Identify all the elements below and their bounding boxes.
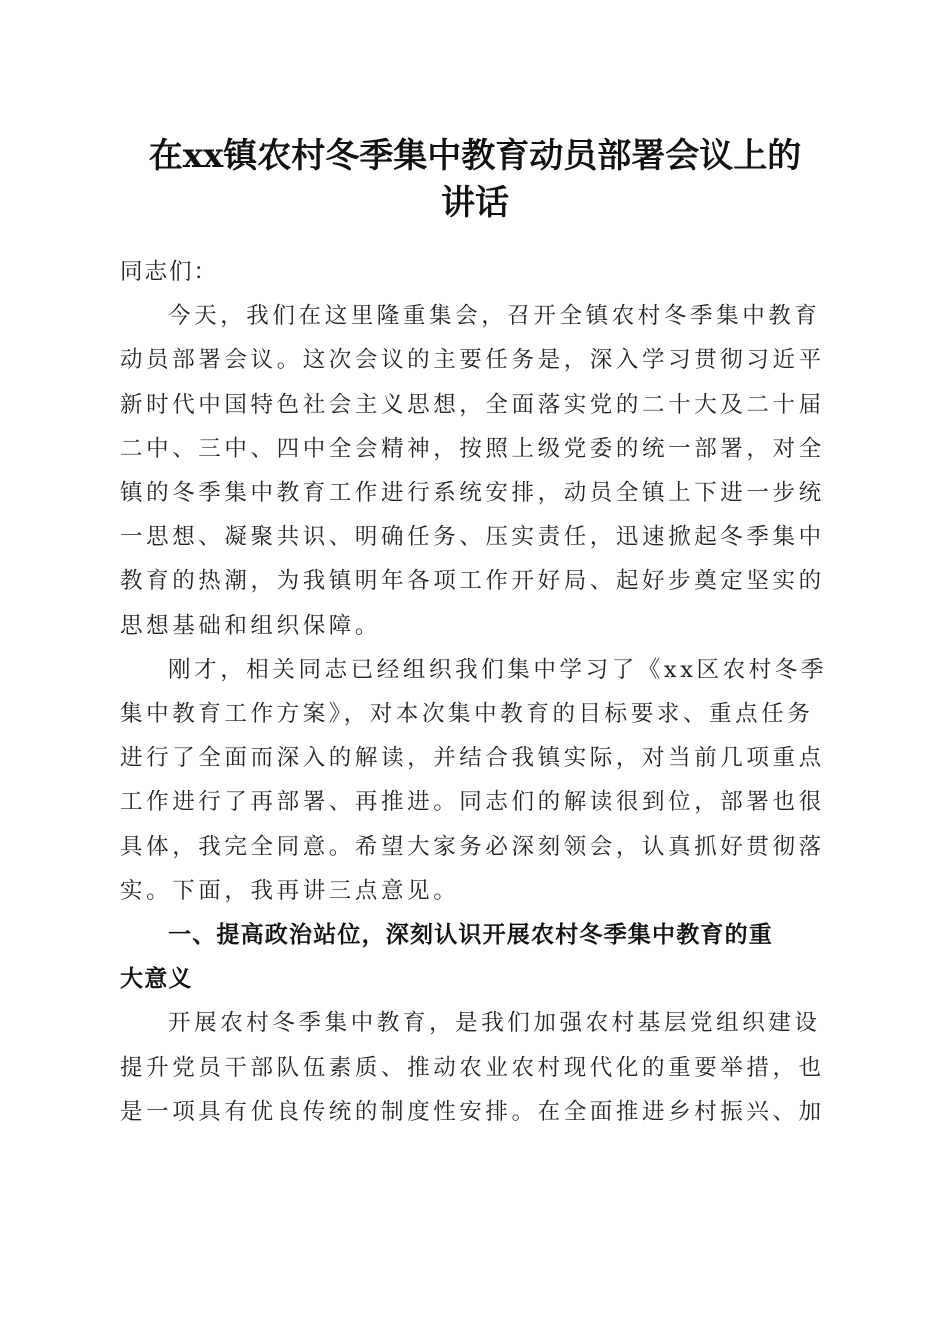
- section-heading-1: [120, 913, 830, 1001]
- document-body: [120, 250, 830, 1134]
- title-line-2: 讲话: [441, 183, 509, 223]
- paragraph-line: 动员部署会议。这次会议的主要任务是，深入学习贯彻习近平: [120, 347, 825, 374]
- paragraph-line: 进行了全面而深入的解读，并结合我镇实际，对当前几项重点: [120, 745, 825, 772]
- paragraph-line: 具体，我完全同意。希望大家务必深刻领会，认真抓好贯彻落: [120, 833, 825, 860]
- paragraph-line: 是一项具有优良传统的制度性安排。在全面推进乡村振兴、加: [120, 1098, 825, 1125]
- title-line-1: 在xx镇农村冬季集中教育动员部署会议上的: [148, 136, 802, 176]
- paragraph-line: 镇的冬季集中教育工作进行系统安排，动员全镇上下进一步统: [120, 480, 825, 507]
- section-heading-line: 大意义: [120, 966, 193, 993]
- paragraph-line: 教育的热潮，为我镇明年各项工作开好局、起好步奠定坚实的: [120, 568, 825, 595]
- paragraph-line: 一思想、凝聚共识、明确任务、压实责任，迅速掀起冬季集中: [120, 524, 825, 551]
- paragraph-line: 刚才，相关同志已经组织我们集中学习了《xx区农村冬季: [168, 656, 827, 683]
- paragraph-line: 新时代中国特色社会主义思想，全面落实党的二十大及二十届: [120, 391, 825, 418]
- paragraph-1: [120, 294, 830, 648]
- document-title: [110, 133, 840, 227]
- paragraph-3: [120, 1001, 830, 1134]
- paragraph-line: 集中教育工作方案》，对本次集中教育的目标要求、重点任务: [120, 701, 814, 728]
- paragraph-line: 提升党员干部队伍素质、推动农业农村现代化的重要举措，也: [120, 1054, 825, 1081]
- paragraph-line: 实。下面，我再讲三点意见。: [120, 877, 460, 904]
- paragraph-line: 思想基础和组织保障。: [120, 612, 382, 639]
- paragraph-line: 今天，我们在这里隆重集会，召开全镇农村冬季集中教育: [168, 303, 821, 330]
- paragraph-line: 工作进行了再部署、再推进。同志们的解读很到位，部署也很: [120, 789, 825, 816]
- greeting: 同志们：: [120, 259, 219, 285]
- paragraph-line: 开展农村冬季集中教育，是我们加强农村基层党组织建设: [168, 1010, 821, 1037]
- paragraph-line: 二中、三中、四中全会精神，按照上级党委的统一部署，对全: [120, 435, 825, 462]
- section-heading-line: 一、提高政治站位，深刻认识开展农村冬季集中教育的重: [168, 922, 773, 949]
- paragraph-2: [120, 648, 830, 913]
